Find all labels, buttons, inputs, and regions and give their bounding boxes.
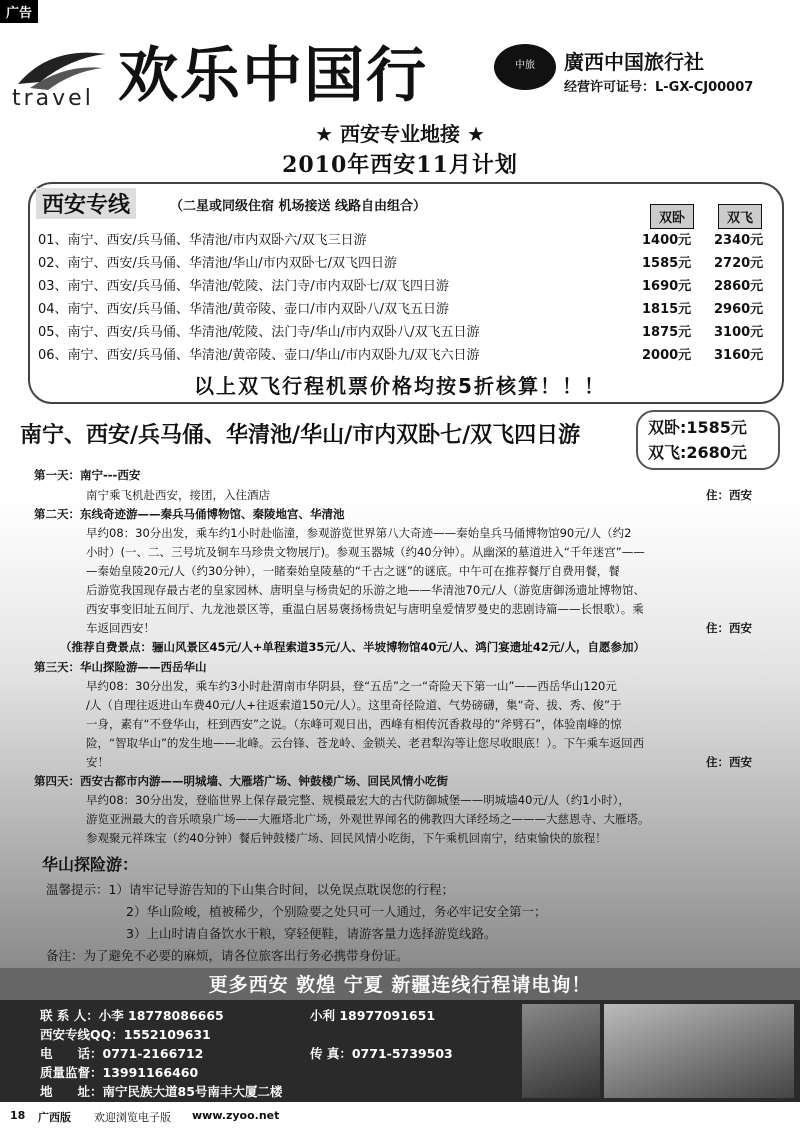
header-flight: 双飞 — [718, 204, 762, 229]
footer-text: 欢迎浏览电子版 — [94, 1111, 171, 1124]
route-price-flight: 2720元 — [714, 256, 764, 271]
airfare-note: 以上双飞行程机票价格均按5折核算！！！ — [194, 374, 606, 398]
route-desc: 06、南宁、西安/兵马俑、华清池/黄帝陵、壶口/华山/市内双卧九/双飞六日游 — [38, 348, 480, 363]
route-price-sleeper: 2000元 — [642, 348, 692, 363]
route-desc: 03、南宁、西安/兵马俑、华清池/乾陵、法门寺/市内双卧七/双飞四日游 — [38, 279, 450, 294]
tip-line: 2）华山险峻，植被稀少，个别险要之处只可一人通过，务必牢记安全第一； — [126, 904, 547, 919]
featured-route-title: 南宁、西安/兵马俑、华清池/华山/市内双卧七/双飞四日游 — [20, 422, 581, 448]
inquiry-banner-text: 更多西安 敦煌 宁夏 新疆连线行程请电询！ — [208, 974, 592, 996]
route-row — [38, 322, 778, 344]
day1-line: 南宁乘飞机赴西安，接团，入住酒店 — [86, 488, 270, 502]
route-price-sleeper: 1690元 — [642, 279, 692, 294]
route-row — [38, 253, 778, 275]
contact-person2: 小利 18977091651 — [310, 1008, 436, 1023]
subtitle-plan: 2010年西安11月计划 — [282, 152, 518, 178]
day3-line: 一身，素有“不登华山，枉到西安”之说。（东峰可观日出，西峰有相传沉香救母的“斧劈石”，体验南峰的惊 — [86, 717, 622, 731]
day2-line: 早约08：30分出发，乘车约1小时赴临潼，参观游览世界第八大奇迹——秦始皇兵马俑博物馆90元/人（约2 — [86, 526, 632, 540]
route-price-sleeper: 1400元 — [642, 233, 692, 248]
ad-tag: 广告 — [0, 0, 38, 23]
day2-line: 小时）(一、二、三号坑及铜车马珍贵文物展厅)。参观玉器城（约40分钟）。从幽深的墓道进入“千年迷宫”—— — [86, 545, 645, 559]
day4-line: 游览亚洲最大的音乐喷泉广场——大雁塔北广场，外观世界闻名的佛教四大译经场之———大慈恩寺、大雁塔。 — [86, 812, 650, 826]
logo-text: travel — [12, 86, 94, 111]
route-row — [38, 299, 778, 321]
day3-title: 第三天：华山探险游——西岳华山 — [34, 660, 207, 674]
day2-line: —秦始皇陵20元/人（约30分钟），一睹秦始皇陵墓的“千古之谜”的谜底。中午可在推荐餐厅自费用餐，餐 — [86, 564, 620, 578]
day1-stay: 住：西安 — [706, 488, 752, 502]
agency-emblem: 中旅 — [494, 44, 556, 90]
contact-fax: 传 真：0771-5739503 — [310, 1046, 453, 1061]
contact-person1: 联 系 人：小李 18778086665 — [40, 1008, 224, 1023]
route-price-flight: 3100元 — [714, 325, 764, 340]
contact-phone: 电 话：0771-2166712 — [40, 1046, 204, 1061]
route-desc: 01、南宁、西安/兵马俑、华清池/市内双卧六/双飞三日游 — [38, 233, 367, 248]
featured-price-sleeper: 双卧:1585元 — [648, 418, 747, 437]
tip-line: 温馨提示：1）请牢记导游告知的下山集合时间，以免误点耽误您的行程； — [46, 882, 454, 897]
route-price-flight: 2340元 — [714, 233, 764, 248]
route-price-flight: 3160元 — [714, 348, 764, 363]
special-line-subtitle: （二星或同级住宿 机场接送 线路自由组合） — [170, 199, 427, 214]
day4-line: 早约08：30分出发，登临世界上保存最完整、规模最宏大的古代防御城堡——明城墙40元/人（约1小时）， — [86, 793, 630, 807]
day2-line: 西安事变旧址五间厅、九龙池景区等，重温白居易褒扬杨贵妃与唐明皇爱情罗曼史的悲剧诗篇——长恨歌）。乘 — [86, 602, 644, 616]
terracotta-warrior-photo — [522, 1004, 600, 1098]
route-price-flight: 2860元 — [714, 279, 764, 294]
header-sleeper: 双卧 — [650, 204, 694, 229]
tip-line: 3）上山时请自备饮水干粮，穿轻便鞋，请游客量力选择游览线路。 — [126, 926, 497, 941]
route-row — [38, 276, 778, 298]
day1-title: 第一天：南宁---西安 — [34, 468, 141, 482]
edition-label: 广西版 — [38, 1111, 71, 1124]
contact-qq: 西安专线QQ：1552109631 — [40, 1027, 211, 1042]
route-desc: 04、南宁、西安/兵马俑、华清池/黄帝陵、壶口/市内双卧八/双飞五日游 — [38, 302, 450, 317]
route-price-sleeper: 1815元 — [642, 302, 692, 317]
tips-title: 华山探险游： — [42, 855, 139, 874]
day2-line: 后游览我国现存最古老的皇家园林、唐明皇与杨贵妃的乐游之地——华清池70元/人（游览唐御汤遗址博物馆、 — [86, 583, 646, 597]
day2-optional: （推荐自费景点：骊山风景区45元/人+单程索道35元/人、半坡博物馆40元/人、鸿门宴遗址42元/人，自愿参加） — [60, 640, 645, 654]
route-row — [38, 345, 778, 367]
day3-stay: 住：西安 — [706, 755, 752, 769]
footer-url: www.zyoo.net — [192, 1109, 280, 1122]
day3-line: /人（自理往返进山车费40元/人+往返索道150元/人）。这里奇径险道、气势磅礴，集“奇、拔、秀、俊”于 — [86, 698, 622, 712]
footer — [0, 1104, 800, 1128]
page-number: 18 — [10, 1109, 26, 1122]
day2-line: 车返回西安！ — [86, 621, 155, 635]
day3-line: 安！ — [86, 755, 109, 769]
tip-line: 备注：为了避免不必要的麻烦，请各位旅客出行务必携带身份证。 — [46, 948, 409, 963]
day4-title: 第四天：西安古都市内游——明城墙、大雁塔广场、钟鼓楼广场、回民风情小吃街 — [34, 774, 448, 788]
day2-title: 第二天：东线奇迹游——秦兵马俑博物馆、秦陵地宫、华清池 — [34, 507, 345, 521]
special-line-title: 西安专线 — [36, 188, 136, 219]
route-desc: 02、南宁、西安/兵马俑、华清池/华山/市内双卧七/双飞四日游 — [38, 256, 398, 271]
contact-address: 地 址：南宁民族大道85号南丰大厦二楼 — [40, 1084, 283, 1099]
day3-line: 早约08：30分出发，乘车约3小时赴渭南市华阴县，登“五岳”之一“奇险天下第一山”——西岳华山120元 — [86, 679, 617, 693]
day2-stay: 住：西安 — [706, 621, 752, 635]
contact-quality: 质量监督：13991166460 — [40, 1065, 199, 1080]
route-price-sleeper: 1875元 — [642, 325, 692, 340]
day3-line: 险，“智取华山”的发生地——北峰。云台锋、苍龙岭、金锁关、老君犁沟等让您尽收眼底！）。下午乘车返回西 — [86, 736, 645, 750]
route-desc: 05、南宁、西安/兵马俑、华清池/乾陵、法门寺/华山/市内双卧八/双飞五日游 — [38, 325, 480, 340]
main-title: 欢乐中国行 — [118, 41, 428, 111]
featured-price-flight: 双飞:2680元 — [648, 443, 747, 462]
agency-name: 廣西中国旅行社 — [564, 50, 704, 74]
pavilion-photo — [604, 1004, 794, 1098]
subtitle-local-guide: ★ 西安专业地接 ★ — [315, 122, 485, 146]
route-price-flight: 2960元 — [714, 302, 764, 317]
route-price-sleeper: 1585元 — [642, 256, 692, 271]
day4-line: 参观聚元祥珠宝（约40分钟）餐后钟鼓楼广场、回民风情小吃街，下午乘机回南宁，结束愉快的旅程！ — [86, 831, 607, 845]
license-number: 经营许可证号：L-GX-CJ00007 — [564, 80, 754, 95]
route-row — [38, 230, 778, 252]
